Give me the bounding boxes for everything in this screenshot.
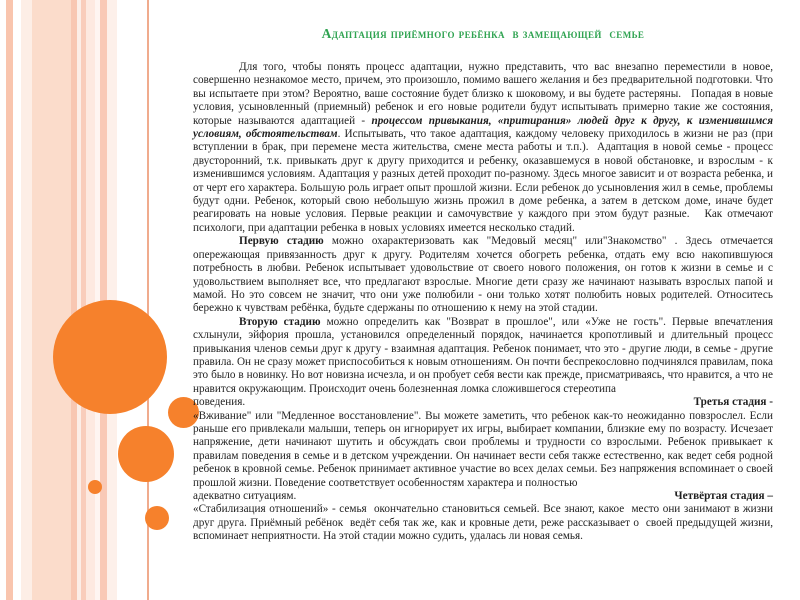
emphasis-segment: Первую стадию <box>239 235 324 248</box>
stage-label: Четвёртая стадия – <box>674 490 773 502</box>
paragraph <box>193 410 773 490</box>
decorative-circle-small <box>145 506 169 530</box>
text-segment: «Стабилизация отношений» - семья окончательно становиться семьей. Все знают, какое место они занимают в жизни друг друга. Приёмный ребёнок ведёт себя так же, как и кровные дети, реже рассказывает о своей предыдущей жизни, вспоминает неприятности. На этой стадии можно судить, удалась ли новая семья. <box>193 503 773 543</box>
split-left-text: поведения. <box>193 396 246 409</box>
slide-title: Адаптация приёмного ребёнка в замещающей семье <box>321 26 645 41</box>
decorative-circle-dot <box>88 480 102 494</box>
stage-label: Третья стадия - <box>693 396 773 409</box>
emphasis-segment: Вторую стадию <box>239 315 321 328</box>
body-text <box>193 61 773 544</box>
text-segment: можно охарактеризовать как "Медовый месяц" или"Знакомство" . Здесь отмечается опережающая привязанность друг к другу. Родителям хочется обогреть ребенка, отдать ему всю накопившуюся потребность в любви. Ребенок испытывает удовольствие от своего нового положения, он готов к жизни в семье и с удовольствием выполняет все, что предлагают взрослые. Многие дети сразу же начинают называть взрослых папой и мамой. Но это совсем не значит, что они уже полюбили - они только хотят полюбить новых родителей. Относитесь бережно к чувствам ребёнка, будьте сдержаны по отношению к нему на этой стадии. <box>193 235 773 315</box>
text-segment: Для того, чтобы понять процесс адаптации, нужно представить, что вас внезапно переместили в новое, совершенно незнакомое место, причем, это произошло, помимо вашего желания и без предварительной подготовки. Что вы испытаете при этом? Вероятно, ваше состояние будет близко к шоковому, и вы будете растеряны. Попадая в новые условия, усыновленный (приемный) ребенок и его новые родители будут испытывать примерно такие же состояния, которые называются адаптацией - <box>193 61 773 127</box>
text-segment: . Испытывать, что такое адаптация, каждому человеку приходилось в жизни не раз (при вступлении в брак, при перемене места жительства, смене места работы и т.п.). Адаптация в новой семье - процесс двусторонний, т.к. привыкать друг к другу приходится и ребенку, оказавшемуся в новой обстановке, и взрослым - к изменившимся условиям. Адаптация у разных детей проходит по-разному. Здесь многое зависит и от возраста ребенка, и от черт его характера. Большую роль играет опыт прошлой жизни. Если ребенок до усыновления жил в семье, проблемы будут одни. Ребенок, который свою небольшую жизнь прожил в доме ребенка, а затем в детском доме, иначе будет реагировать на новые условия. Первые реакции и самочувствие у каждого при этом будут разные. Как отмечают психологи, при адаптации ребенка в новых условиях имеется несколько стадий. <box>193 128 773 234</box>
emphasis-segment: процессом привыкания, «притирания» людей друг к другу, к изменившимся условиям, обстоятельствам <box>193 114 773 141</box>
paragraph <box>193 235 773 315</box>
paragraph <box>193 503 773 543</box>
paragraph <box>193 316 773 396</box>
text-segment: «Вживание" или "Медленное восстановление". Вы можете заметить, что ребенок как-то неожиданно повзрослел. Если раньше его привлекали малыши, теперь он игнорирует их игры, выбирает компании, близкие ему по возрасту. Исчезает напряжение, дети начинают шутить и обсуждать свои проблемы и трудности со взрослыми. Ребенок привыкает к правилам поведения в семье и в детском учреждении. Он начинает вести себя также естественно, как ведет себя родной ребенок в кровной семье. Ребенок принимает активное участие во всех делах семьи. Без напряжения вспоминает о своей прошлой жизни. Поведение соответствует особенностям характера и полностью <box>193 409 773 489</box>
split-line <box>193 490 773 503</box>
decorative-circle-large <box>53 300 167 414</box>
text-segment: можно определить как "Возврат в прошлое", или «Уже не гость". Первые впечатления схлынули, эйфория прошла, установился определенный порядок, начинается кропотливый и длительный процесс привыкания членов семьи друг к другу - взаимная адаптация. Ребенок понимает, что это - другие люди, в семье - другие правила. Он не сразу может приспособиться к новым отношениям. Он почти беспрекословно подчинялся правилам, пока это было в новинку. Но вот новизна исчезла, и он пробует себя вести как прежде, присматриваясь, что нравится, а что не нравится окружающим. Происходит очень болезненная ломка сложившегося стереотипа <box>193 315 774 395</box>
split-left-text: адекватно ситуациям. <box>193 490 297 502</box>
split-line <box>193 396 773 409</box>
decorative-circle-medium <box>118 426 174 482</box>
paragraph <box>193 61 773 235</box>
